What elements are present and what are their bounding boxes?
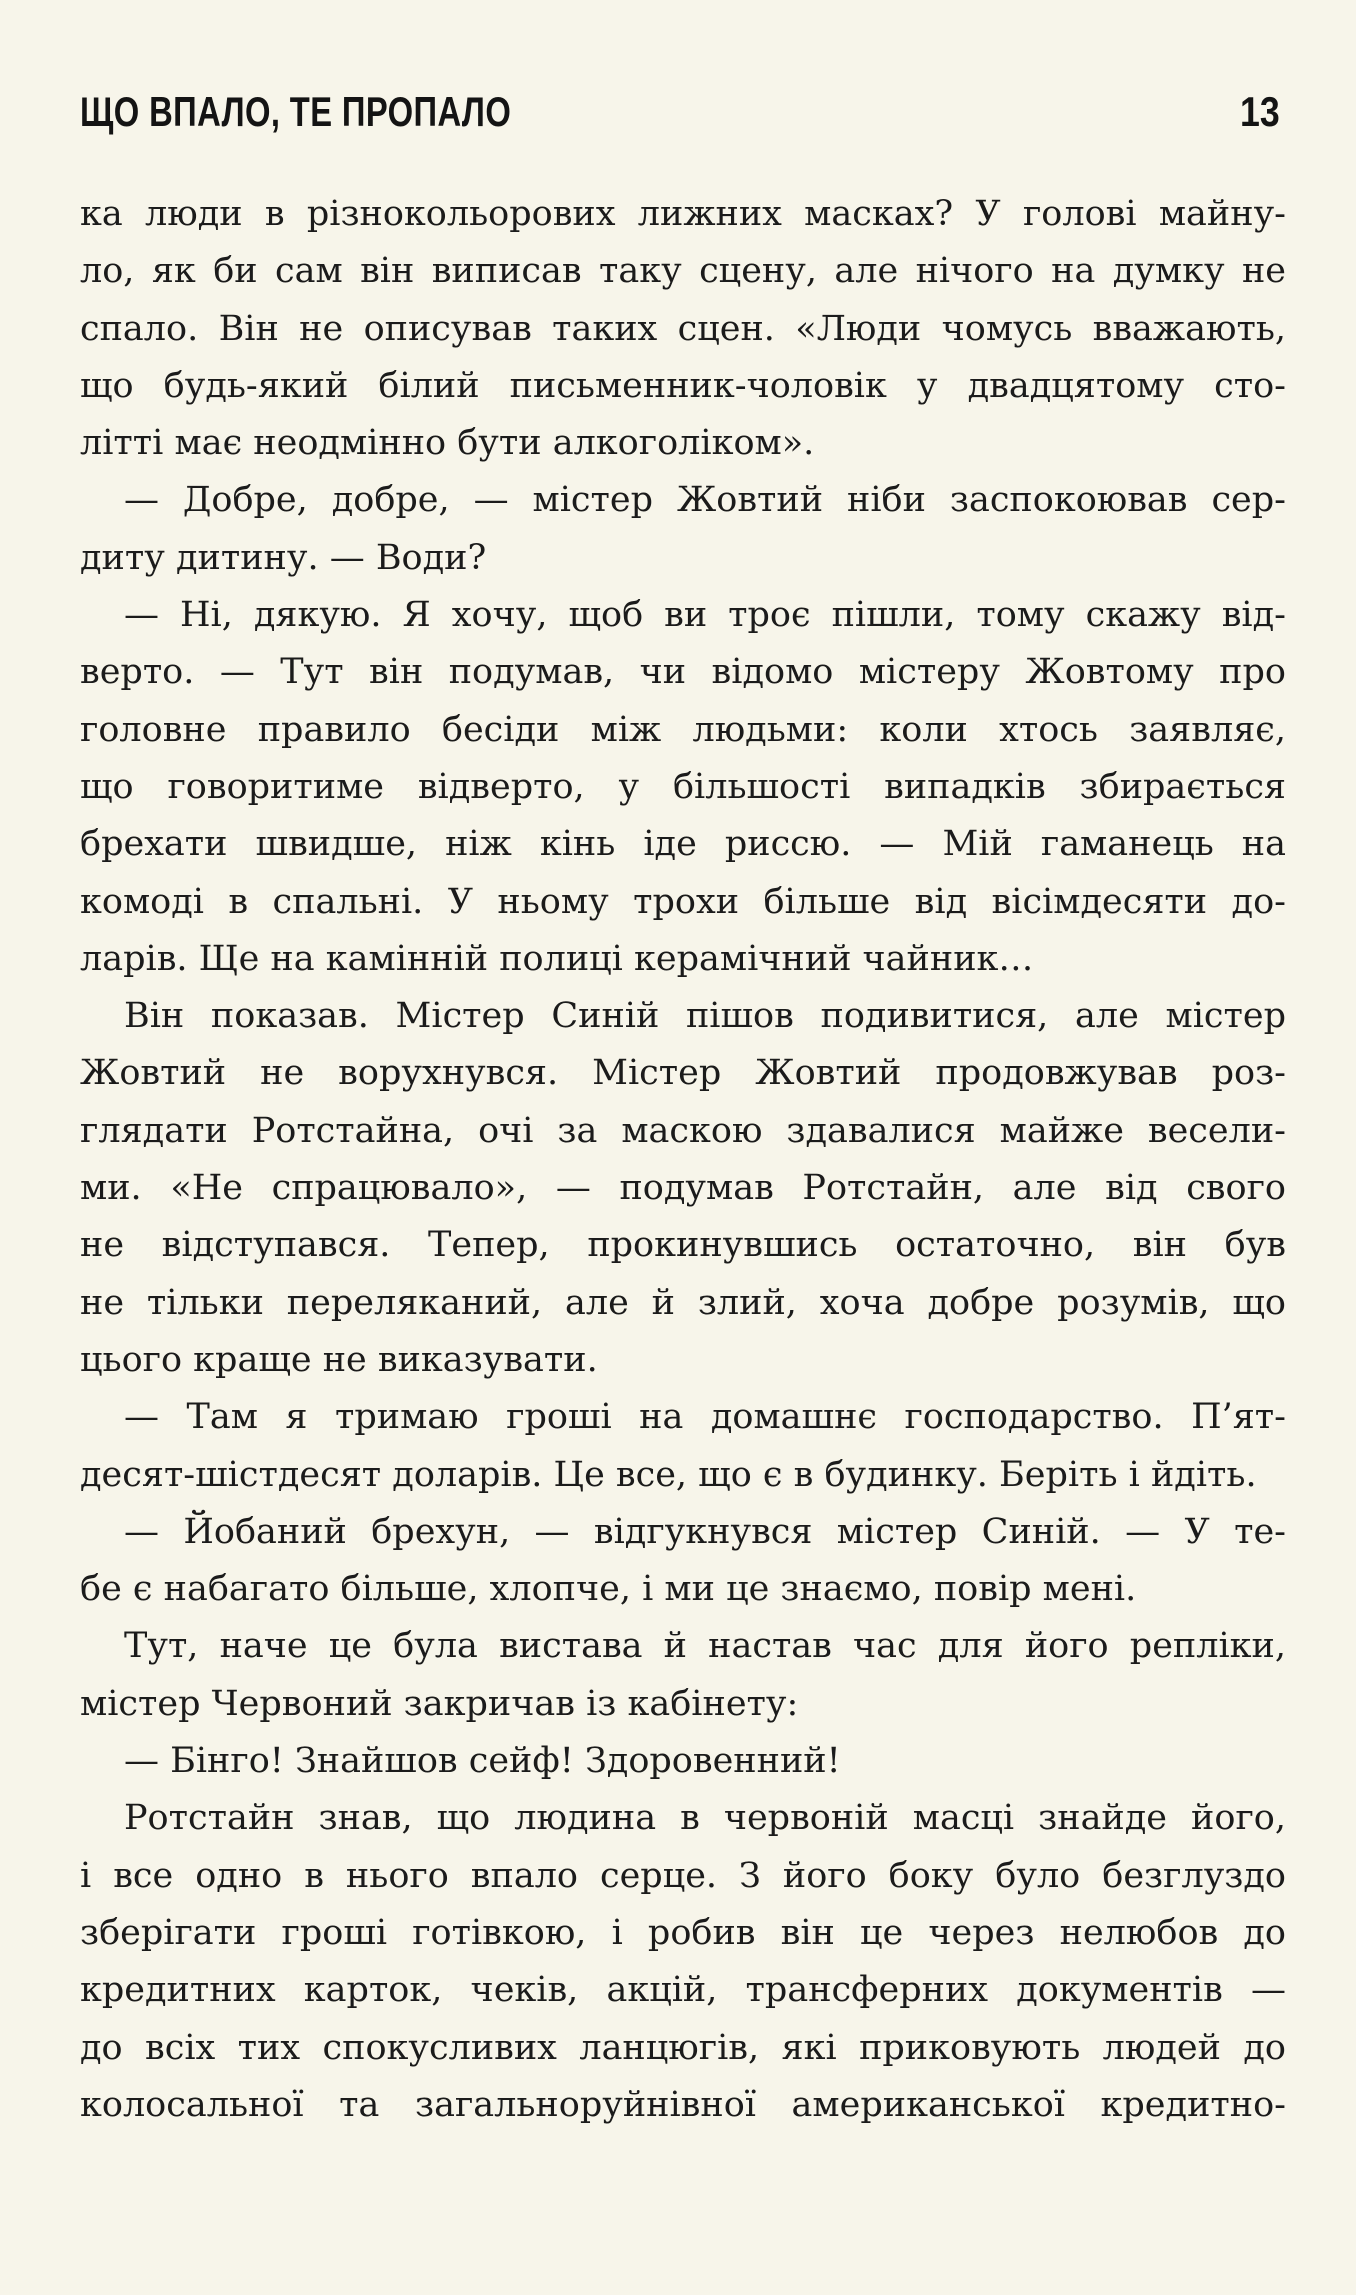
text-line: диту дитину. — Води?: [80, 537, 487, 578]
text-line: ми. «Не спрацювало», — подумав Ротстайн, але від свого: [80, 1168, 1286, 1209]
text-line: верто. — Тут він подумав, чи відомо містеру Жовтому про: [80, 652, 1286, 693]
text-line: десят-шістдесят доларів. Це все, що є в будинку. Беріть і йдіть.: [80, 1454, 1257, 1495]
text-line: глядати Ротстайна, очі за маскою здавалися майже весели-: [80, 1110, 1286, 1151]
text-line: що говоритиме відверто, у більшості випадків збирається: [80, 766, 1286, 807]
text-line: Тут, наче це була вистава й настав час для його репліки,: [124, 1626, 1286, 1667]
text-line: головне правило бесіди між людьми: коли хтось заявляє,: [80, 709, 1286, 750]
text-line: — Там я тримаю гроші на домашнє господарство. П’ят-: [124, 1397, 1286, 1438]
running-header: [80, 88, 1280, 136]
text-line: бе є набагато більше, хлопче, і ми це знаємо, повір мені.: [80, 1569, 1137, 1610]
text-line: комоді в спальні. У ньому трохи більше від вісімдесяти до-: [80, 881, 1286, 922]
text-line: — Бінго! Знайшов сейф! Здоровенний!: [124, 1741, 841, 1782]
text-line: Ротстайн знав, що людина в червоній масці знайде його,: [124, 1798, 1286, 1839]
text-line: ларів. Ще на камінній полиці керамічний чайник…: [80, 938, 1034, 979]
text-line: спало. Він не описував таких сцен. «Люди чомусь вважають,: [80, 308, 1286, 349]
text-line: не відступався. Тепер, прокинувшись остаточно, він був: [80, 1225, 1286, 1266]
text-line: і все одно в нього впало серце. З його боку було безглуздо: [80, 1855, 1286, 1896]
page-number: 13: [1240, 88, 1280, 135]
text-line: ло, як би сам він виписав таку сцену, але нічого на думку не: [80, 251, 1286, 292]
text-line: ка люди в різнокольорових лижних масках? У голові майну-: [80, 194, 1286, 234]
text-line: Жовтий не ворухнувся. Містер Жовтий продовжував роз-: [80, 1053, 1286, 1094]
text-line: кредитних карток, чеків, акцій, трансферних документів —: [80, 1970, 1286, 2011]
text-line: Він показав. Містер Синій пішов подивитися, але містер: [124, 996, 1286, 1037]
body-text: [80, 186, 1286, 2134]
text-line: до всіх тих спокусливих ланцюгів, які приковують людей до: [80, 2027, 1286, 2068]
text-line: — Ні, дякую. Я хочу, щоб ви троє пішли, тому скажу від-: [124, 595, 1286, 636]
text-line: брехати швидше, ніж кінь іде риссю. — Мій гаманець на: [80, 824, 1286, 865]
text-line: — Добре, добре, — містер Жовтий ніби заспокоював сер-: [124, 480, 1286, 521]
running-title: ЩО ВПАЛО, ТЕ ПРОПАЛО: [80, 88, 512, 135]
text-line: літті має неодмінно бути алкоголіком».: [80, 423, 815, 464]
text-line: зберігати гроші готівкою, і робив він це через нелюбов до: [80, 1912, 1286, 1953]
text-line: не тільки переляканий, але й злий, хоча добре розумів, що: [80, 1282, 1286, 1323]
text-line: — Йобаний брехун, — відгукнувся містер Синій. — У те-: [124, 1511, 1286, 1552]
text-line: цього краще не виказувати.: [80, 1339, 598, 1380]
text-line: колосальної та загальноруйнівної американської кредитно-: [80, 2084, 1286, 2125]
text-line: що будь-який білий письменник-чоловік у двадцятому сто-: [80, 365, 1286, 406]
text-line: містер Червоний закричав із кабінету:: [80, 1683, 799, 1724]
